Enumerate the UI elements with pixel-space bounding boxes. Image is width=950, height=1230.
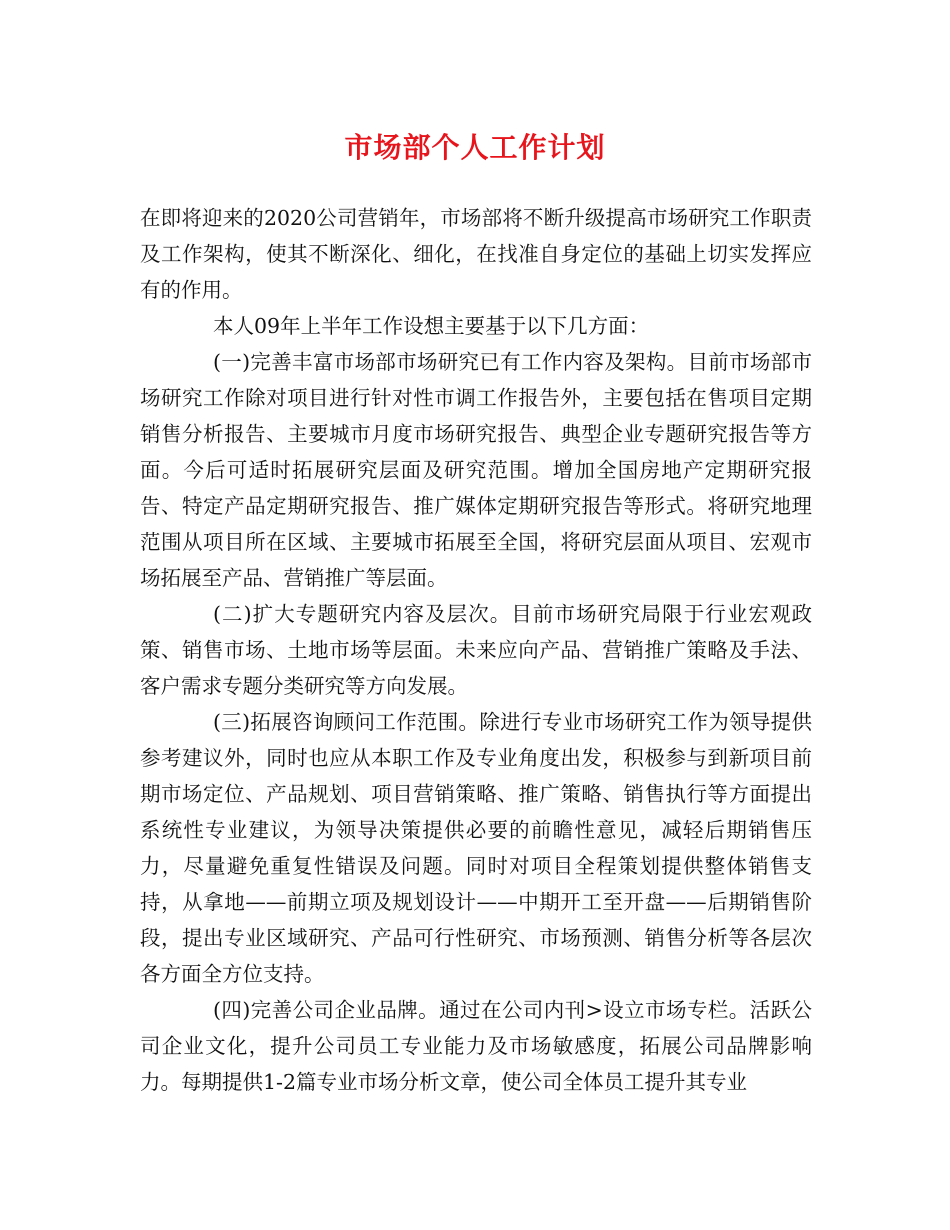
paragraph-section-3: (三)拓展咨询顾问工作范围。除进行专业市场研究工作为领导提供参考建议外，同时也应从本职工作及专业角度出发，积极参与到新项目前期市场定位、产品规划、项目营销策略、推广策略、销售执行等方面提出系统性专业建议，为领导决策提供必要的前瞻性意见，减轻后期销售压力，尽量避免重复性错误及问题。同时对项目全程策划提供整体销售支持，从拿地——前期立项及规划设计——中期开工至开盘——后期销售阶段，提出专业区域研究、产品可行性研究、市场预测、销售分析等各层次各方面全方位支持。 xyxy=(140,710,812,986)
document-title: 市场部个人工作计划 xyxy=(344,131,606,164)
paragraph-intro: 在即将迎来的2020公司营销年，市场部将不断升级提高市场研究工作职责及工作架构，使其不断深化、细化，在找准自身定位的基础上切实发挥应有的作用。 xyxy=(140,206,812,302)
paragraph-section-4: (四)完善公司企业品牌。通过在公司内刊>设立市场专栏。活跃公司企业文化，提升公司员工专业能力及市场敏感度，拓展公司品牌影响力。每期提供1-2篇专业市场分析文章，使公司全体员工提升其专业 xyxy=(140,998,812,1094)
paragraph-section-1: (一)完善丰富市场部市场研究已有工作内容及架构。目前市场部市场研究工作除对项目进行针对性市调工作报告外，主要包括在售项目定期销售分析报告、主要城市月度市场研究报告、典型企业专题研究报告等方面。今后可适时拓展研究层面及研究范围。增加全国房地产定期研究报告、特定产品定期研究报告、推广媒体定期研究报告等形式。将研究地理范围从项目所在区域、主要城市拓展至全国，将研究层面从项目、宏观市场拓展至产品、营销推广等层面。 xyxy=(140,350,812,590)
paragraph-overview: 本人09年上半年工作设想主要基于以下几方面： xyxy=(213,314,650,338)
document-body xyxy=(140,200,812,1100)
paragraph-section-2: (二)扩大专题研究内容及层次。目前市场研究局限于行业宏观政策、销售市场、土地市场等层面。未来应向产品、营销推广策略及手法、客户需求专题分类研究等方向发展。 xyxy=(140,602,812,698)
